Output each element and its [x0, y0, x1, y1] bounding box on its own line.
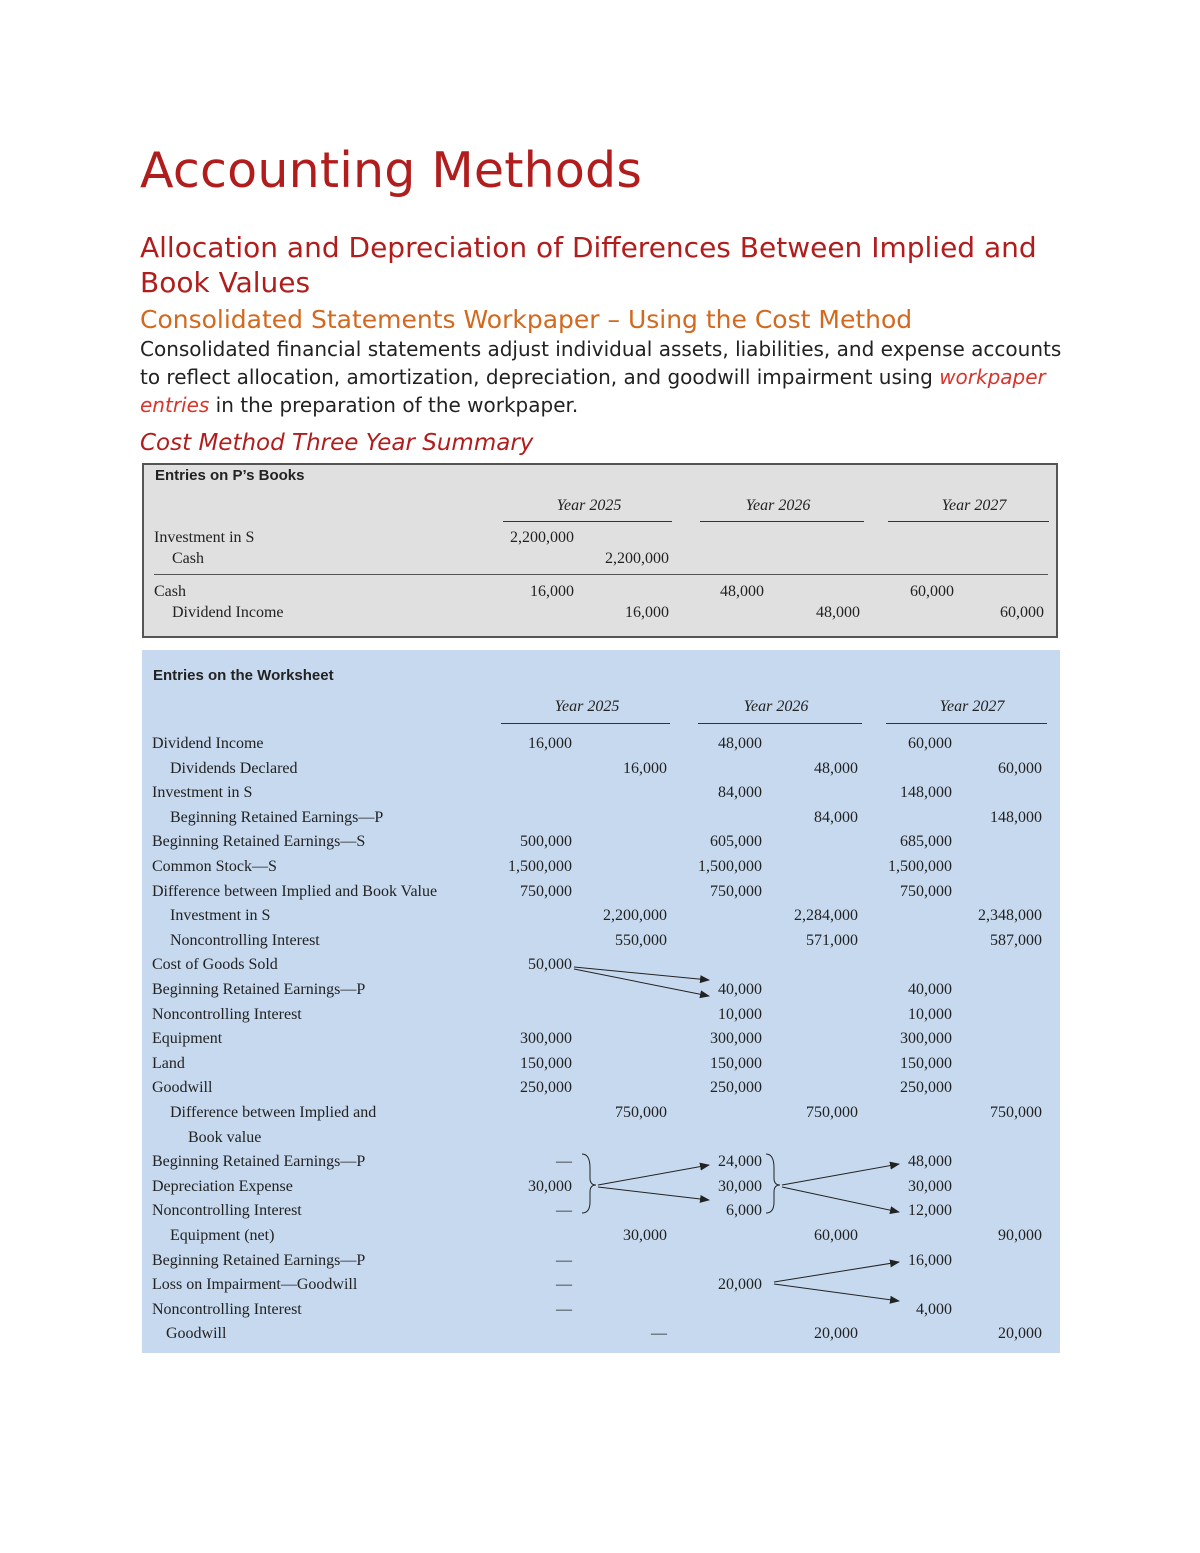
- amount-cell: 30,000: [623, 1227, 667, 1244]
- amount-cell: 6,000: [726, 1202, 762, 1220]
- amount-cell: 48,000: [908, 1153, 952, 1171]
- year-underline: [700, 521, 864, 522]
- amount-cell: 571,000: [806, 931, 858, 949]
- account-label: Investment in S: [152, 784, 253, 802]
- amount-cell: —: [556, 1251, 572, 1269]
- amount-cell: 60,000: [910, 583, 954, 600]
- amount-cell: —: [556, 1202, 572, 1220]
- year-header: Year 2025: [554, 698, 620, 715]
- account-label: Noncontrolling Interest: [170, 931, 320, 949]
- depreciation-brace: [766, 1154, 780, 1213]
- amount-cell: 20,000: [814, 1325, 858, 1343]
- amount-cell: —: [556, 1300, 572, 1318]
- section-heading: Allocation and Depreciation of Differences Between Implied and Book Values: [140, 231, 1037, 299]
- amount-cell: 16,000: [623, 759, 667, 777]
- books-table-title: Entries on P’s Books: [155, 467, 305, 484]
- amount-cell: 300,000: [520, 1030, 572, 1048]
- account-label: Noncontrolling Interest: [152, 1202, 302, 1220]
- account-label: Cost of Goods Sold: [152, 956, 278, 974]
- depreciation-brace: [582, 1154, 596, 1213]
- amount-cell: 2,284,000: [794, 907, 858, 925]
- books-entries-table: [142, 463, 1058, 638]
- amount-cell: 48,000: [816, 604, 860, 621]
- amount-cell: 2,200,000: [510, 529, 574, 546]
- amount-cell: 16,000: [908, 1251, 952, 1269]
- amount-cell: 30,000: [718, 1177, 762, 1195]
- amount-cell: 16,000: [528, 735, 572, 752]
- account-label: Equipment: [152, 1030, 223, 1048]
- depreciation-arrow: [782, 1164, 899, 1185]
- paragraph-text: Consolidated financial statements adjust individual assets, liabilities, and expense accounts to reflect allocation, amortization, depreciation, and goodwill impairment using: [140, 337, 1062, 389]
- amount-cell: 16,000: [625, 604, 669, 621]
- summary-heading: Cost Method Three Year Summary: [140, 430, 534, 456]
- amount-cell: 750,000: [990, 1104, 1042, 1121]
- account-label: Dividend Income: [172, 604, 284, 621]
- worksheet-table-title: Entries on the Worksheet: [153, 667, 334, 684]
- impairment-arrow: [774, 1262, 899, 1282]
- amount-cell: 150,000: [900, 1054, 952, 1072]
- amount-cell: 1,500,000: [508, 858, 572, 875]
- account-label: Difference between Implied and Book Value: [152, 882, 438, 900]
- amount-cell: 550,000: [615, 931, 667, 949]
- account-label: Beginning Retained Earnings—P: [152, 1153, 366, 1171]
- amount-cell: 2,200,000: [605, 550, 669, 567]
- account-label: Difference between Implied and: [170, 1104, 377, 1121]
- account-label: Investment in S: [170, 907, 271, 925]
- account-label: Noncontrolling Interest: [152, 1300, 302, 1318]
- account-label: Goodwill: [152, 1079, 213, 1097]
- account-label: Investment in S: [154, 529, 255, 546]
- workpaper-entries-link[interactable]: workpaper entries: [140, 365, 1046, 417]
- year-header: Year 2026: [745, 497, 811, 514]
- impairment-arrow: [774, 1284, 899, 1301]
- account-label: Loss on Impairment—Goodwill: [152, 1276, 358, 1294]
- account-label: Common Stock—S: [152, 858, 277, 875]
- paragraph-text-end: in the preparation of the workpaper.: [209, 393, 579, 417]
- amount-cell: 750,000: [710, 882, 762, 900]
- amount-cell: 300,000: [710, 1030, 762, 1048]
- amount-cell: 1,500,000: [888, 858, 952, 875]
- account-label: Book value: [188, 1128, 262, 1146]
- account-label: Cash: [154, 583, 186, 600]
- depreciation-arrow: [598, 1187, 709, 1200]
- amount-cell: 4,000: [916, 1300, 952, 1318]
- amount-cell: 10,000: [908, 1005, 952, 1023]
- amount-cell: 685,000: [900, 833, 952, 851]
- year-header: Year 2027: [939, 698, 1005, 715]
- amount-cell: —: [651, 1325, 667, 1343]
- amount-cell: 60,000: [908, 735, 952, 752]
- account-label: Beginning Retained Earnings—P: [170, 808, 384, 826]
- amount-cell: 40,000: [908, 981, 952, 998]
- amount-cell: —: [556, 1276, 572, 1294]
- amount-cell: 30,000: [528, 1177, 572, 1195]
- year-header: Year 2027: [941, 497, 1007, 514]
- amount-cell: 500,000: [520, 833, 572, 851]
- account-label: Beginning Retained Earnings—S: [152, 833, 366, 851]
- amount-cell: 750,000: [900, 882, 952, 900]
- account-label: Beginning Retained Earnings—P: [152, 1251, 366, 1269]
- account-label: Noncontrolling Interest: [152, 1005, 302, 1023]
- depreciation-arrow: [782, 1187, 899, 1212]
- amount-cell: 60,000: [814, 1227, 858, 1244]
- amount-cell: 84,000: [718, 784, 762, 802]
- amount-cell: 48,000: [718, 735, 762, 752]
- amount-cell: 250,000: [710, 1079, 762, 1097]
- amount-cell: 16,000: [530, 583, 574, 600]
- worksheet-entries-table: [142, 650, 1060, 1353]
- year-underline: [888, 521, 1049, 522]
- amount-cell: 12,000: [908, 1202, 952, 1220]
- amount-cell: 605,000: [710, 833, 762, 851]
- amount-cell: 30,000: [908, 1177, 952, 1195]
- amount-cell: 150,000: [710, 1054, 762, 1072]
- year-underline: [503, 521, 672, 522]
- amount-cell: 2,200,000: [603, 907, 667, 925]
- account-label: Equipment (net): [170, 1227, 275, 1244]
- page-title: Accounting Methods: [140, 142, 643, 199]
- subsection-heading: Consolidated Statements Workpaper – Using the Cost Method: [140, 305, 913, 334]
- amount-cell: —: [556, 1153, 572, 1171]
- allocation-arrows: [142, 650, 1060, 1353]
- account-label: Beginning Retained Earnings—P: [152, 981, 366, 998]
- account-label: Depreciation Expense: [152, 1177, 293, 1195]
- year-header: Year 2026: [743, 698, 809, 715]
- amount-cell: 250,000: [900, 1079, 952, 1097]
- amount-cell: 20,000: [718, 1276, 762, 1294]
- amount-cell: 24,000: [718, 1153, 762, 1171]
- amount-cell: 750,000: [615, 1104, 667, 1121]
- account-label: Land: [152, 1054, 185, 1072]
- depreciation-arrow: [598, 1165, 709, 1185]
- amount-cell: 750,000: [520, 882, 572, 900]
- amount-cell: 20,000: [998, 1325, 1042, 1343]
- amount-cell: 300,000: [900, 1030, 952, 1048]
- amount-cell: 1,500,000: [698, 858, 762, 875]
- amount-cell: 48,000: [814, 759, 858, 777]
- amount-cell: 84,000: [814, 808, 858, 826]
- amount-cell: 60,000: [1000, 604, 1044, 621]
- amount-cell: 250,000: [520, 1079, 572, 1097]
- intro-paragraph: [140, 335, 1070, 419]
- row-separator: [154, 574, 1048, 575]
- account-label: Dividends Declared: [170, 759, 298, 777]
- amount-cell: 2,348,000: [978, 907, 1042, 925]
- amount-cell: 587,000: [990, 931, 1042, 949]
- amount-cell: 750,000: [806, 1104, 858, 1121]
- amount-cell: 150,000: [520, 1054, 572, 1072]
- amount-cell: 148,000: [990, 808, 1042, 826]
- amount-cell: 48,000: [720, 583, 764, 600]
- amount-cell: 40,000: [718, 981, 762, 998]
- year-header: Year 2025: [556, 497, 622, 514]
- amount-cell: 90,000: [998, 1227, 1042, 1244]
- account-label: Goodwill: [166, 1325, 227, 1343]
- amount-cell: 148,000: [900, 784, 952, 802]
- amount-cell: 50,000: [528, 956, 572, 974]
- account-label: Cash: [172, 550, 204, 567]
- account-label: Dividend Income: [152, 735, 264, 752]
- amount-cell: 10,000: [718, 1005, 762, 1023]
- amount-cell: 60,000: [998, 759, 1042, 777]
